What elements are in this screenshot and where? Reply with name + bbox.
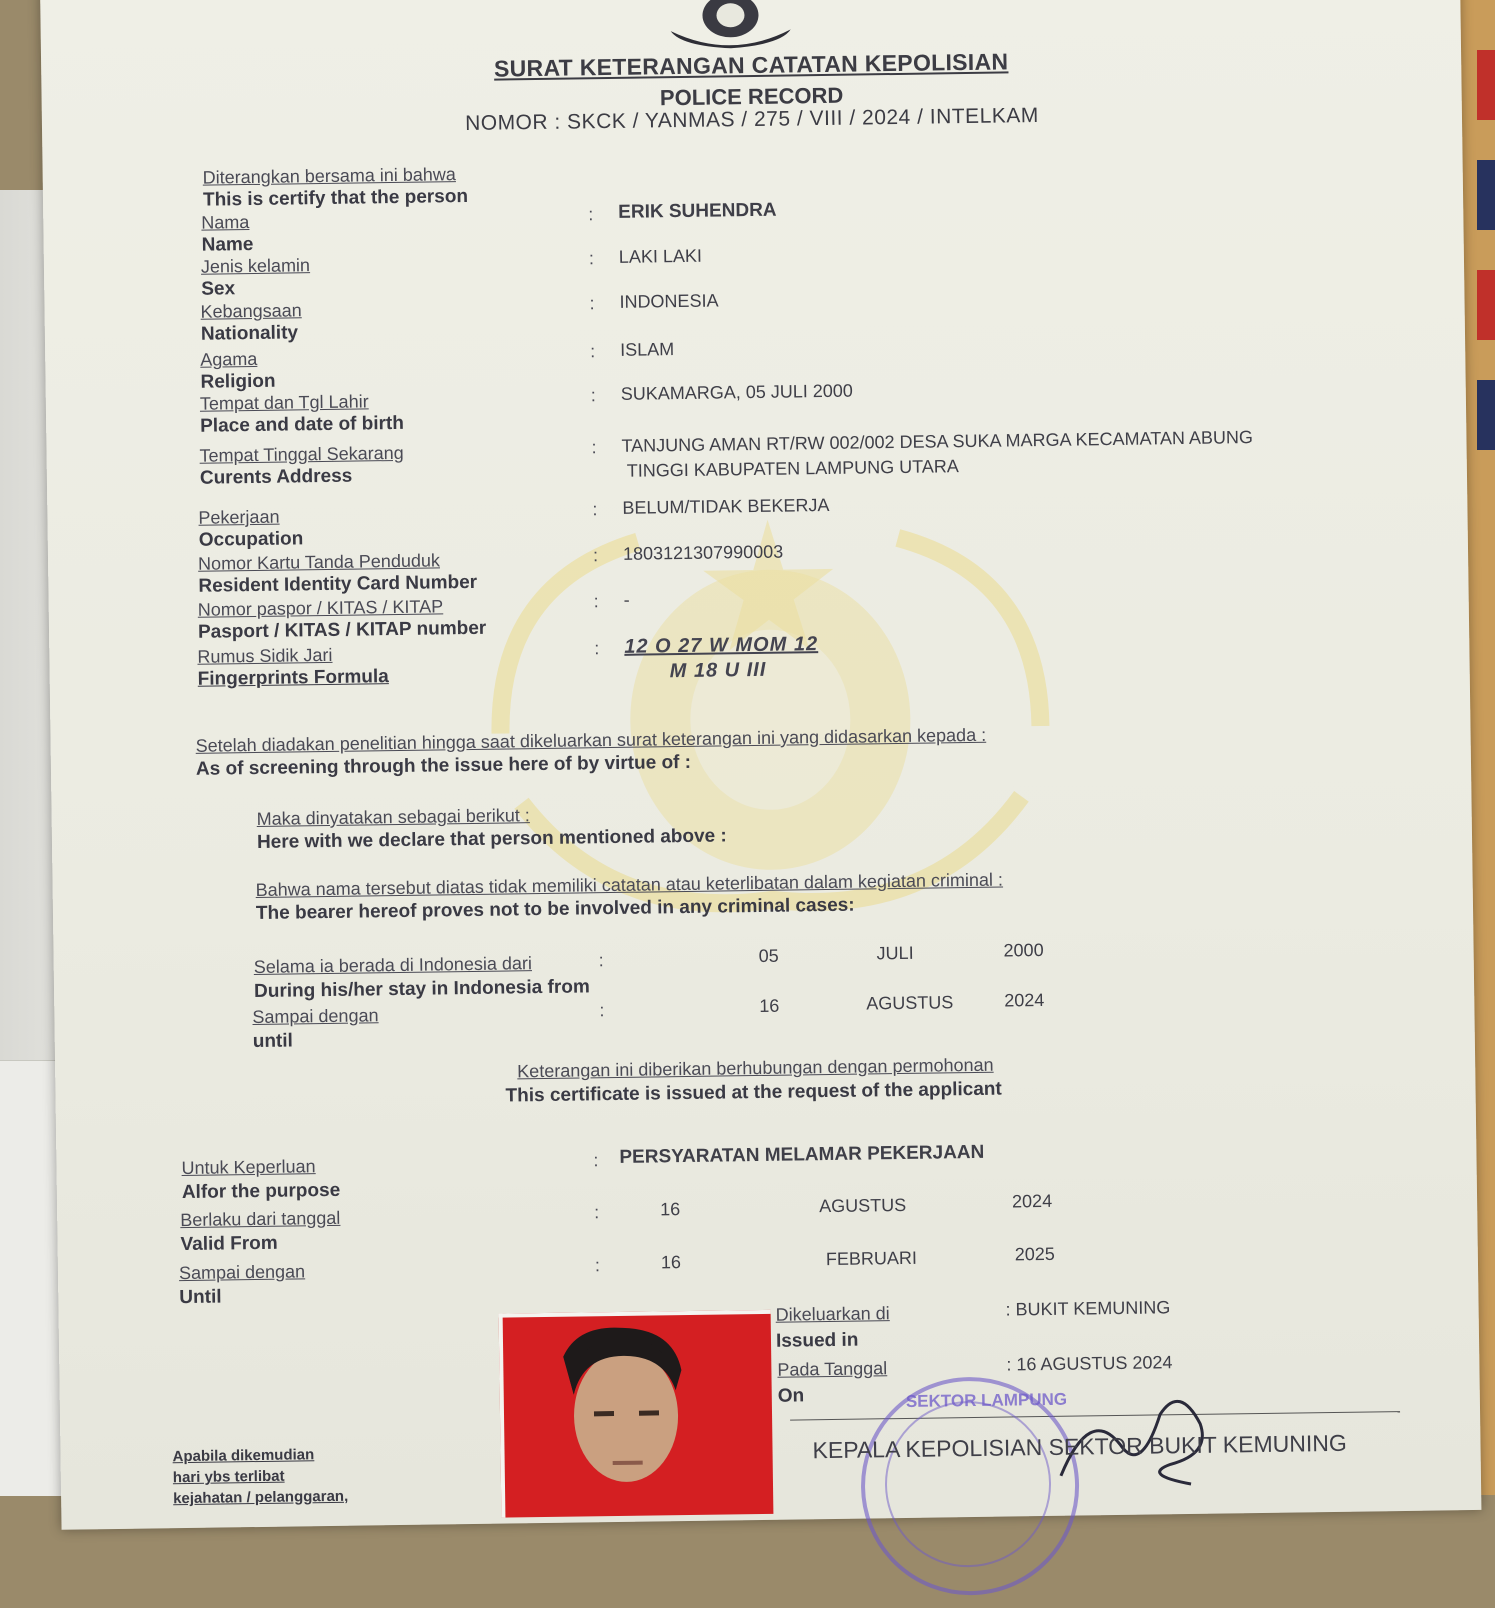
footer-note-line: hari ybs terlibat — [172, 1467, 285, 1487]
field-value-id-number: 1803121307990003 — [622, 541, 784, 564]
stay-until-month: AGUSTUS — [866, 992, 954, 1014]
person-portrait-icon — [503, 1314, 774, 1518]
field-label-en: Resident Identity Card Number — [198, 571, 478, 597]
valid-until-year: 2025 — [1014, 1243, 1056, 1265]
stay-until-label: Sampai dengan — [252, 1005, 379, 1028]
issued-on-label: Pada Tanggal — [777, 1358, 888, 1380]
envelope-stripe — [1477, 50, 1495, 120]
field-label-en: Nationality — [200, 322, 299, 345]
field-label-en: Place and date of birth — [200, 412, 405, 437]
field-label-en: Curents Address — [199, 465, 353, 489]
police-emblem-icon — [660, 0, 801, 51]
field-value-religion: ISLAM — [620, 339, 675, 360]
request-label: Keterangan ini diberikan berhubungan dengan permohonan — [517, 1054, 994, 1082]
field-colon: : — [594, 1202, 600, 1223]
issued-on-label-en: On — [777, 1385, 805, 1407]
purpose-label-en: Alfor the purpose — [181, 1179, 341, 1204]
stay-until-label-en: until — [252, 1030, 294, 1053]
criminal-label-en: The bearer hereof proves not to be involved in any criminal cases: — [255, 894, 855, 924]
valid-from-month: AGUSTUS — [818, 1194, 907, 1217]
footer-note-line: Apabila dikemudian — [172, 1446, 315, 1466]
field-colon: : — [588, 204, 594, 225]
field-label-en: Occupation — [198, 528, 304, 551]
valid-until-label: Sampai dengan — [178, 1261, 306, 1284]
issued-in-label-en: Issued in — [775, 1329, 859, 1352]
official-stamp-text: SEKTOR LAMPUNG — [905, 1389, 1068, 1411]
valid-until-label-en: Until — [179, 1286, 222, 1309]
applicant-photo — [499, 1310, 774, 1518]
request-label-en: This certificate is issued at the request of the applicant — [505, 1078, 1002, 1107]
valid-from-year: 2024 — [1011, 1190, 1053, 1212]
field-label: Tempat dan Tgl Lahir — [199, 391, 369, 414]
field-value-nationality: INDONESIA — [619, 290, 719, 312]
stay-from-year: 2000 — [1003, 939, 1044, 961]
envelope-stripe — [1477, 380, 1495, 450]
stay-until-year: 2024 — [1004, 989, 1045, 1011]
valid-until-day: 16 — [660, 1252, 682, 1273]
field-colon: : — [591, 437, 597, 458]
field-value-passport: - — [623, 589, 630, 610]
field-value-birth: SUKAMARGA, 05 JULI 2000 — [620, 380, 853, 404]
stay-from-month: JULI — [876, 942, 914, 964]
field-label: Nomor paspor / KITAS / KITAP — [197, 596, 444, 620]
valid-from-label: Berlaku dari tanggal — [180, 1207, 341, 1231]
field-value-address: TANJUNG AMAN RT/RW 002/002 DESA SUKA MARGA KECAMATAN ABUNG — [621, 427, 1254, 456]
field-label-en: Name — [201, 233, 254, 256]
official-stamp — [860, 1376, 1081, 1597]
field-value-sex: LAKI LAKI — [618, 245, 703, 267]
stay-from-day: 05 — [758, 945, 779, 966]
field-colon: : — [590, 385, 596, 406]
document-title-en: POLICE RECORD — [659, 82, 844, 111]
field-colon: : — [593, 1150, 599, 1171]
field-colon: : — [594, 638, 600, 659]
intro-label-en: This is certify that the person — [202, 185, 469, 211]
stay-from-label: Selama ia berada di Indonesia dari — [253, 953, 533, 978]
field-value-name: ERIK SUHENDRA — [618, 199, 777, 223]
field-colon: : — [599, 1000, 605, 1021]
field-label: Nomor Kartu Tanda Penduduk — [197, 550, 441, 574]
fingerprint-formula-line2: M 18 U III — [669, 658, 767, 683]
issued-in-label: Dikeluarkan di — [775, 1303, 890, 1325]
purpose-label: Untuk Keperluan — [181, 1156, 316, 1179]
field-label: Nama — [201, 212, 250, 233]
valid-from-label-en: Valid From — [180, 1232, 278, 1256]
field-label: Kebangsaan — [200, 300, 302, 322]
declare-label-en: Here with we declare that person mentioned above : — [256, 825, 727, 853]
field-colon: : — [588, 248, 595, 269]
valid-from-day: 16 — [660, 1199, 681, 1220]
valid-until-month: FEBRUARI — [825, 1247, 918, 1270]
declare-label: Maka dinyatakan sebagai berikut : — [256, 805, 530, 829]
field-colon: : — [589, 293, 595, 314]
envelope-stripe — [1477, 160, 1495, 230]
field-colon: : — [590, 341, 596, 362]
screening-label: Setelah diadakan penelitian hingga saat dikeluarkan surat keterangan ini yang didasarkan kepada : — [195, 724, 987, 756]
screening-label-en: As of screening through the issue here of by virtue of : — [195, 751, 692, 780]
field-label: Pekerjaan — [198, 506, 280, 528]
criminal-label: Bahwa nama tersebut diatas tidak memiliki catatan atau keterlibatan dalam kegiatan criminal : — [255, 869, 1004, 900]
footer-note-line: kejahatan / pelanggaran, — [173, 1487, 349, 1508]
stay-from-label-en: During his/her stay in Indonesia from — [253, 976, 590, 1003]
field-colon: : — [598, 950, 604, 971]
stay-until-day: 16 — [759, 995, 780, 1016]
envelope-stripe — [1477, 270, 1495, 340]
field-label: Agama — [200, 348, 258, 370]
field-value-address-line2: TINGGI KABUPATEN LAMPUNG UTARA — [626, 456, 959, 481]
field-label: Tempat Tinggal Sekarang — [199, 442, 404, 466]
field-colon: : — [592, 499, 598, 520]
field-label-en: Religion — [200, 370, 276, 393]
field-colon: : — [592, 545, 599, 566]
issued-in-value: : BUKIT KEMUNING — [1005, 1297, 1171, 1320]
field-label-en: Sex — [201, 278, 236, 300]
field-label-en: Fingerprints Formula — [197, 666, 389, 690]
document-title: SURAT KETERANGAN CATATAN KEPOLISIAN — [493, 48, 1009, 82]
field-colon: : — [593, 591, 599, 612]
field-label-en: Pasport / KITAS / KITAP number — [197, 617, 487, 643]
issued-on-value: : 16 AGUSTUS 2024 — [1006, 1352, 1173, 1375]
official-stamp-inner-ring — [884, 1400, 1052, 1568]
field-label: Jenis kelamin — [200, 255, 311, 277]
official-title: KEPALA KEPOLISIAN SEKTOR BUKIT KEMUNING — [812, 1429, 1347, 1464]
intro-label: Diterangkan bersama ini bahwa — [202, 164, 456, 188]
field-colon: : — [594, 1255, 601, 1276]
field-label: Rumus Sidik Jari — [197, 644, 333, 667]
document-number: NOMOR : SKCK / YANMAS / 275 / VIII / 2024 / INTELKAM — [464, 103, 1039, 135]
fingerprint-formula-line1: 12 O 27 W MOM 12 — [624, 633, 819, 658]
police-record-document — [40, 0, 1481, 1530]
purpose-value: PERSYARATAN MELAMAR PEKERJAAN — [619, 1141, 985, 1168]
field-value-occupation: BELUM/TIDAK BEKERJA — [622, 494, 830, 518]
